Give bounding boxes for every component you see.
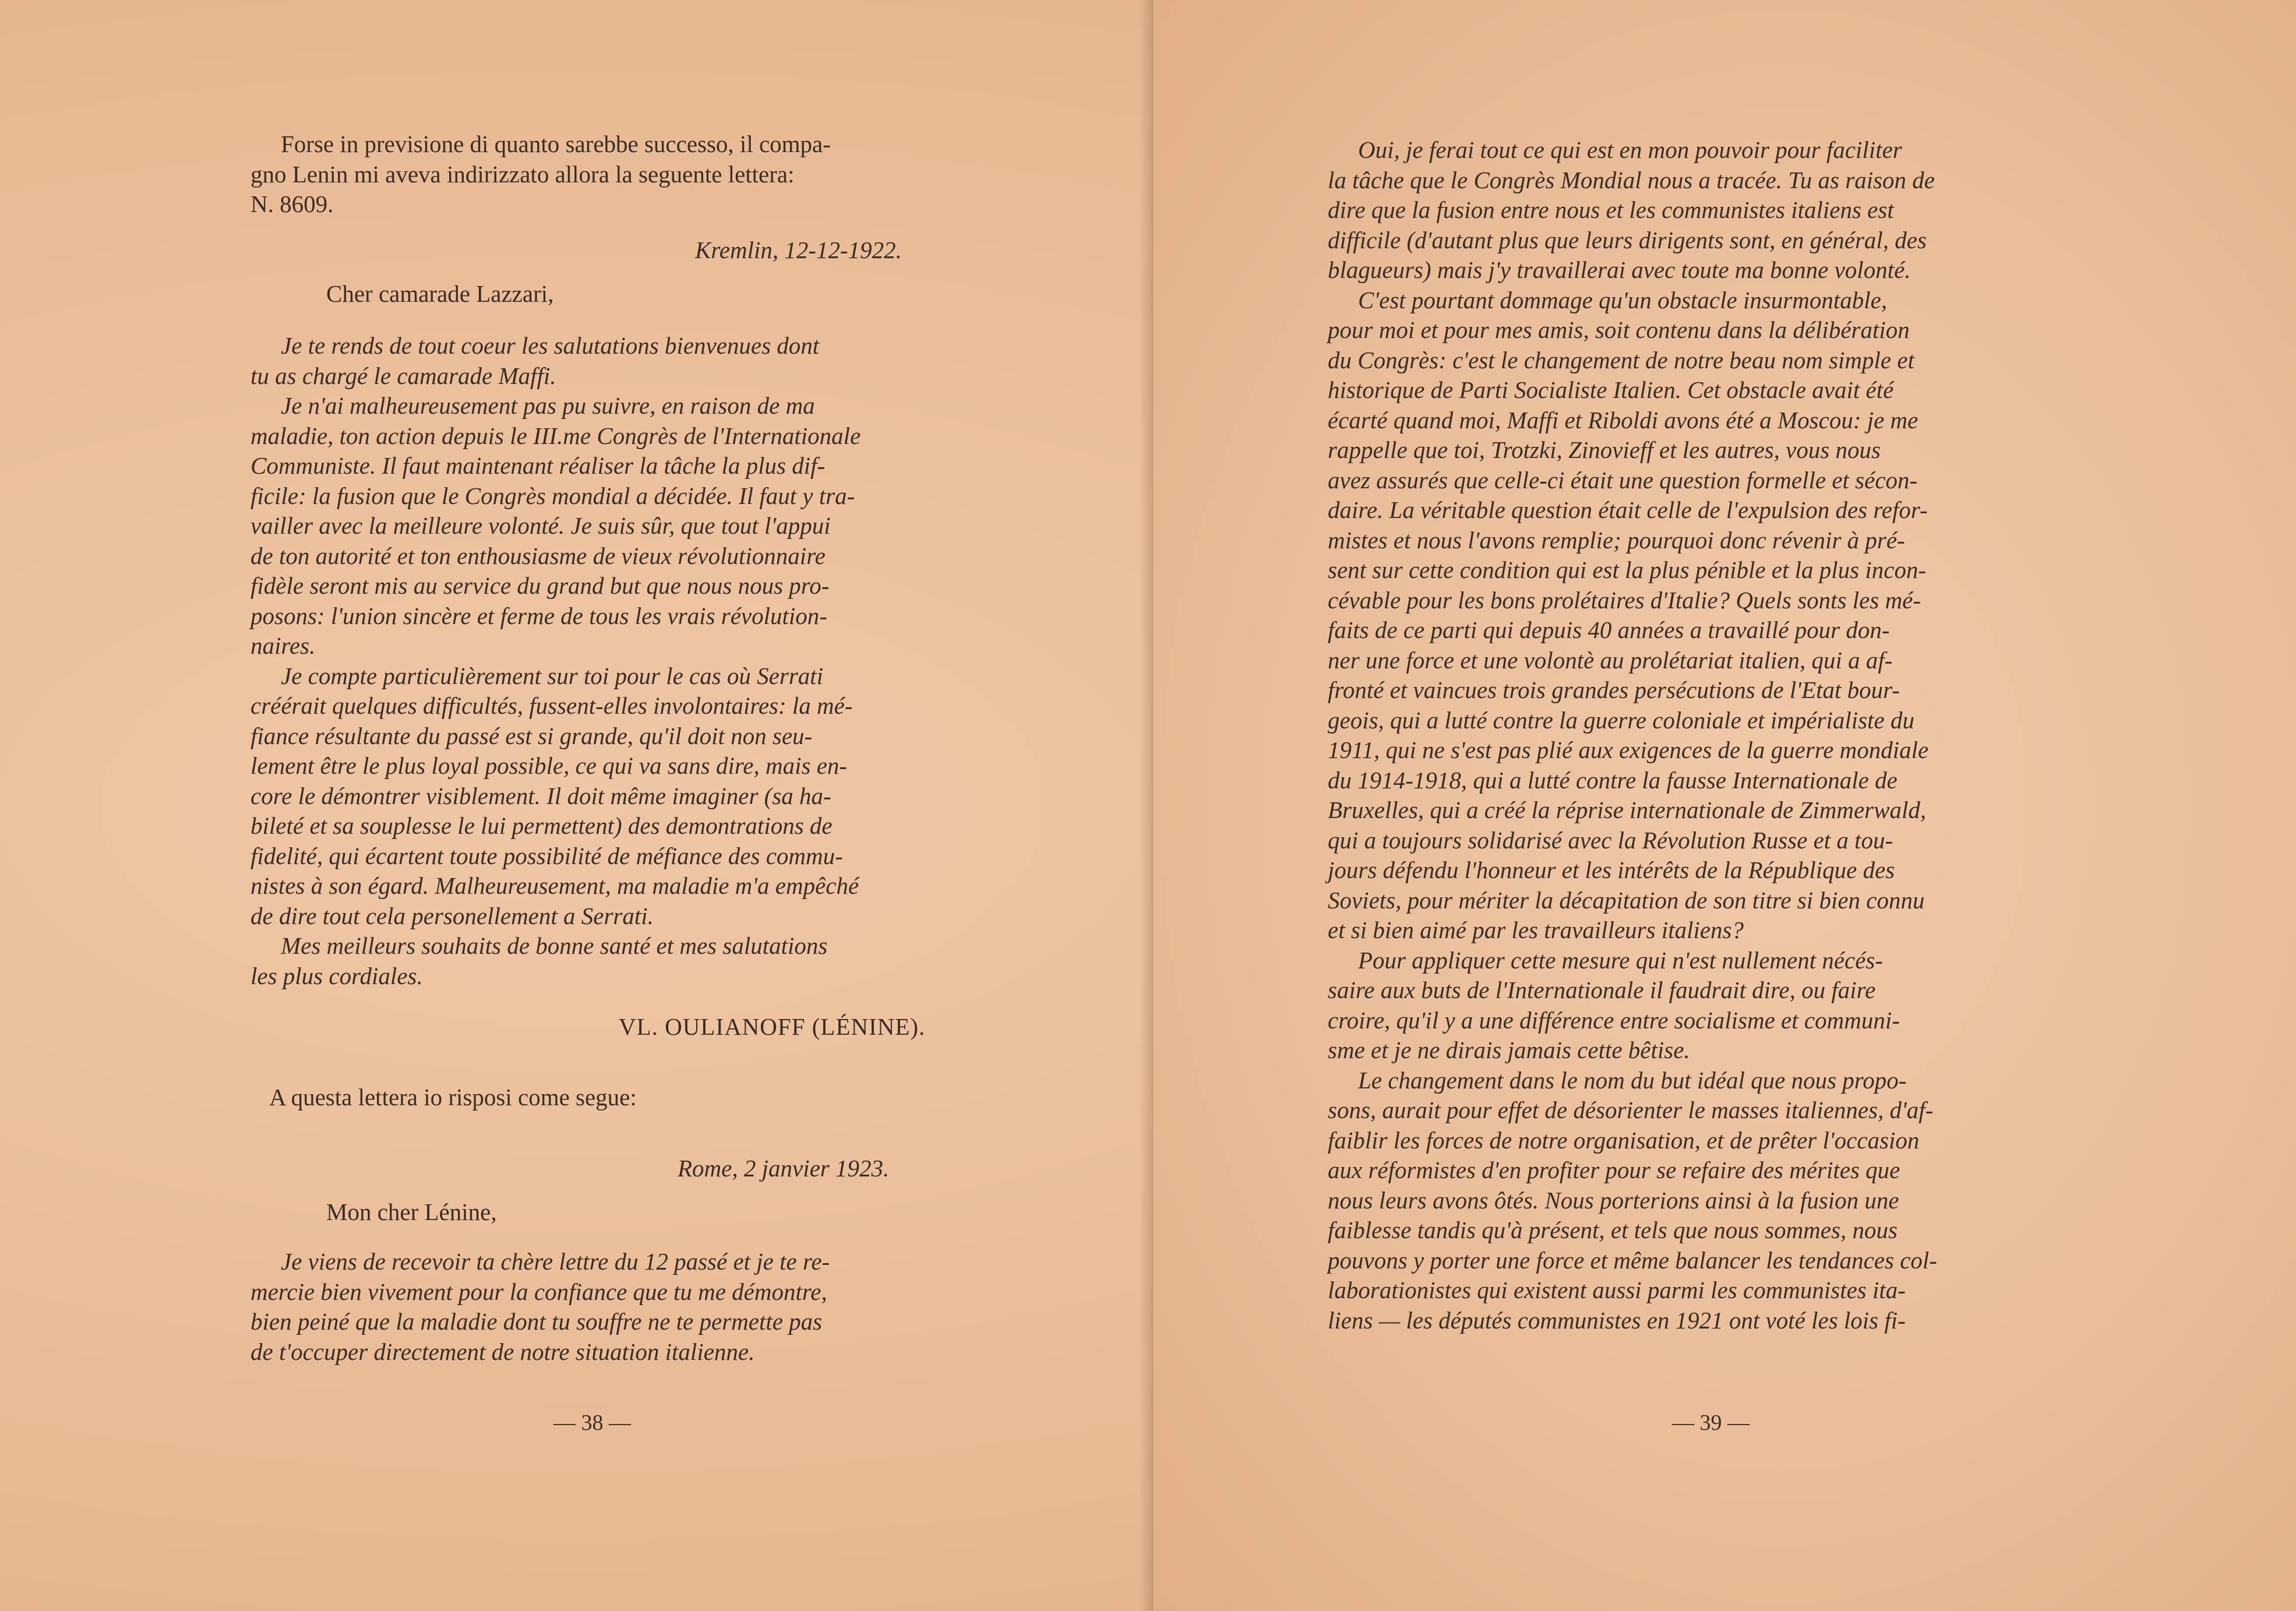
- text-line: Communiste. Il faut maintenant réaliser la tâche la plus dif-: [251, 452, 826, 479]
- text-line: tu as chargé le camarade Maffi.: [251, 362, 556, 389]
- text-line: nistes à son égard. Malheureusement, ma maladie m'a empêché: [251, 872, 859, 899]
- text-line: nous leurs avons ôtés. Nous porterions ainsi à la fusion une: [1328, 1186, 1899, 1214]
- text-line: ficile: la fusion que le Congrès mondial a décidée. Il faut y tra-: [251, 482, 855, 509]
- text-line: A questa lettera io risposi come segue:: [269, 1084, 637, 1111]
- signature: VL. OULIANOFF (LÉNINE).: [619, 1013, 926, 1040]
- text-line: aux réformistes d'en profiter pour se refaire des mérites que: [1328, 1157, 1900, 1183]
- text-line: sme et je ne dirais jamais cette bêtise.: [1328, 1037, 1690, 1063]
- text-line: liens — les députés communistes en 1921 ont voté les lois fi-: [1328, 1306, 1906, 1334]
- page-number: — 39 —: [1672, 1411, 1750, 1435]
- letter1-body: [251, 331, 860, 991]
- text-line: faits de ce parti qui depuis 40 années a travaillé pour don-: [1328, 616, 1890, 643]
- text-line: avez assurés que celle-ci était une question formelle et sécon-: [1328, 466, 1918, 493]
- text-line: core le démontrer visiblement. Il doit même imaginer (sa ha-: [251, 782, 831, 809]
- salutation: Mon cher Lénine,: [326, 1198, 497, 1225]
- text-line: saire aux buts de l'Internationale il faudrait dire, ou faire: [1328, 977, 1876, 1003]
- text-line: rappelle que toi, Trotzki, Zinovieff et les autres, vous nous: [1328, 436, 1881, 463]
- text-line: gno Lenin mi aveva indirizzato allora la seguente lettera:: [251, 160, 795, 188]
- text-line: de dire tout cela personellement a Serrati.: [251, 902, 654, 929]
- text-line: Oui, je ferai tout ce qui est en mon pouvoir pour faciliter: [1358, 136, 1902, 163]
- text-line: vailler avec la meilleure volonté. Je suis sûr, que tout l'appui: [251, 512, 831, 539]
- text-line: laborationistes qui existent aussi parmi les communistes ita-: [1328, 1277, 1906, 1303]
- letter1-place-date: [695, 235, 902, 266]
- text-line: Je compte particulièrement sur toi pour le cas où Serrati: [281, 662, 824, 689]
- text-line: historique de Parti Socialiste Italien. Cet obstacle avait été: [1328, 376, 1894, 403]
- text-line: ner une force et une volontè au prolétariat italien, qui a af-: [1328, 646, 1893, 674]
- text-line: les plus cordiales.: [251, 962, 423, 989]
- text-line: fidelité, qui écartent toute possibilité de méfiance des commu-: [251, 842, 843, 869]
- text-line: écarté quand moi, Maffi et Riboldi avons été a Moscou: je me: [1328, 406, 1918, 433]
- text-line: fronté et vaincues trois grandes persécutions de l'Etat bour-: [1328, 676, 1900, 703]
- text-line: de t'occuper directement de notre situation italienne.: [251, 1338, 755, 1365]
- text-line: C'est pourtant dommage qu'un obstacle insurmontable,: [1358, 286, 1888, 313]
- text-line: pour moi et pour mes amis, soit contenu dans la délibération: [1328, 316, 1910, 343]
- text-line: 1911, qui ne s'est pas plié aux exigences de la guerre mondiale: [1328, 736, 1929, 763]
- text-line: blagueurs) mais j'y travaillerai avec toute ma bonne volonté.: [1328, 256, 1911, 283]
- letter2-body: [251, 1247, 830, 1367]
- text-line: Je n'ai malheureusement pas pu suivre, en raison de ma: [281, 392, 815, 419]
- letter2-place-date: [678, 1154, 889, 1184]
- text-line: fidèle seront mis au service du grand but que nous nous pro-: [251, 572, 830, 599]
- text-line: créérait quelques difficultés, fussent-elles involontaires: la mé-: [251, 692, 853, 719]
- salutation: Cher camarade Lazzari,: [326, 280, 554, 307]
- text-line: mercie bien vivement pour la confiance que tu me démontre,: [251, 1278, 827, 1305]
- place-date: Rome, 2 janvier 1923.: [678, 1155, 890, 1182]
- text-line: Soviets, pour mériter la décapitation de son titre si bien connu: [1328, 886, 1925, 914]
- text-line: jours défendu l'honneur et les intérêts de la République des: [1328, 856, 1895, 883]
- text-line: du 1914-1918, qui a lutté contre la fausse Internationale de: [1328, 766, 1898, 794]
- text-line: N. 8609.: [251, 191, 334, 217]
- text-line: sent sur cette condition qui est la plus pénible et la plus incon-: [1328, 556, 1927, 583]
- text-line: faiblesse tandis qu'à présent, et tels que nous sommes, nous: [1328, 1217, 1898, 1243]
- text-line: fiance résultante du passé est si grande, qu'il doit non seu-: [251, 722, 813, 749]
- text-line: posons: l'union sincère et ferme de tous les vrais révolution-: [251, 602, 827, 629]
- text-line: du Congrès: c'est le changement de notre beau nom simple et: [1328, 346, 1914, 373]
- right-body: [1328, 135, 1937, 1335]
- text-line: maladie, ton action depuis le III.me Congrès de l'Internationale: [251, 422, 861, 449]
- text-line: la tâche que le Congrès Mondial nous a tracée. Tu as raison de: [1328, 166, 1935, 193]
- transition-paragraph: [269, 1083, 637, 1113]
- text-line: sons, aurait pour effet de désorienter le masses italiennes, d'af-: [1328, 1097, 1934, 1123]
- text-line: naires.: [251, 632, 316, 659]
- text-line: Bruxelles, qui a créé la réprise internationale de Zimmerwald,: [1328, 796, 1927, 823]
- text-line: de ton autorité et ton enthousiasme de vieux révolutionnaire: [251, 542, 826, 569]
- text-line: qui a toujours solidarisé avec la Révolution Russe et a tou-: [1328, 826, 1893, 854]
- text-line: difficile (d'autant plus que leurs dirigents sont, en général, des: [1328, 226, 1927, 253]
- page-number: — 38 —: [553, 1411, 631, 1435]
- text-line: mistes et nous l'avons remplie; pourquoi donc révenir à pré-: [1328, 526, 1905, 554]
- text-line: lement être le plus loyal possible, ce qui va sans dire, mais en-: [251, 752, 848, 779]
- text-line: cévable pour les bons prolétaires d'Italie? Quels sonts les mé-: [1328, 586, 1921, 614]
- text-line: pouvons y porter une force et même balancer les tendances col-: [1328, 1246, 1937, 1274]
- text-line: Le changement dans le nom du but idéal que nous propo-: [1358, 1066, 1907, 1094]
- text-line: Je te rends de tout coeur les salutations bienvenues dont: [281, 332, 820, 359]
- text-line: croire, qu'il y a une différence entre socialisme et communi-: [1328, 1006, 1900, 1034]
- text-line: geois, qui a lutté contre la guerre coloniale et impérialiste du: [1328, 706, 1914, 734]
- text-line: faiblir les forces de notre organisation, et de prêter l'occasion: [1328, 1126, 1920, 1154]
- text-line: daire. La véritable question était celle de l'expulsion des refor-: [1328, 496, 1928, 523]
- text-line: bien peiné que la maladie dont tu souffre ne te permette pas: [251, 1308, 823, 1335]
- text-line: Forse in previsione di quanto sarebbe successo, il compa-: [281, 131, 831, 157]
- text-line: Pour appliquer cette mesure qui n'est nullement nécés-: [1358, 946, 1884, 974]
- place-date: Kremlin, 12-12-1922.: [695, 237, 902, 263]
- text-line: Mes meilleurs souhaits de bonne santé et mes salutations: [281, 932, 828, 959]
- letter2-salutation: [326, 1197, 497, 1228]
- text-line: dire que la fusion entre nous et les communistes italiens est: [1328, 196, 1894, 223]
- letter1-salutation: [326, 279, 553, 309]
- right-page: [1154, 0, 2296, 1611]
- text-line: bileté et sa souplesse le lui permettent) des demontrations de: [251, 812, 833, 839]
- text-line: et si bien aimé par les travailleurs italiens?: [1328, 916, 1744, 943]
- letter1-signature: [619, 1012, 925, 1042]
- text-line: Je viens de recevoir ta chère lettre du 12 passé et je te re-: [281, 1248, 830, 1275]
- intro-paragraph: [251, 129, 831, 220]
